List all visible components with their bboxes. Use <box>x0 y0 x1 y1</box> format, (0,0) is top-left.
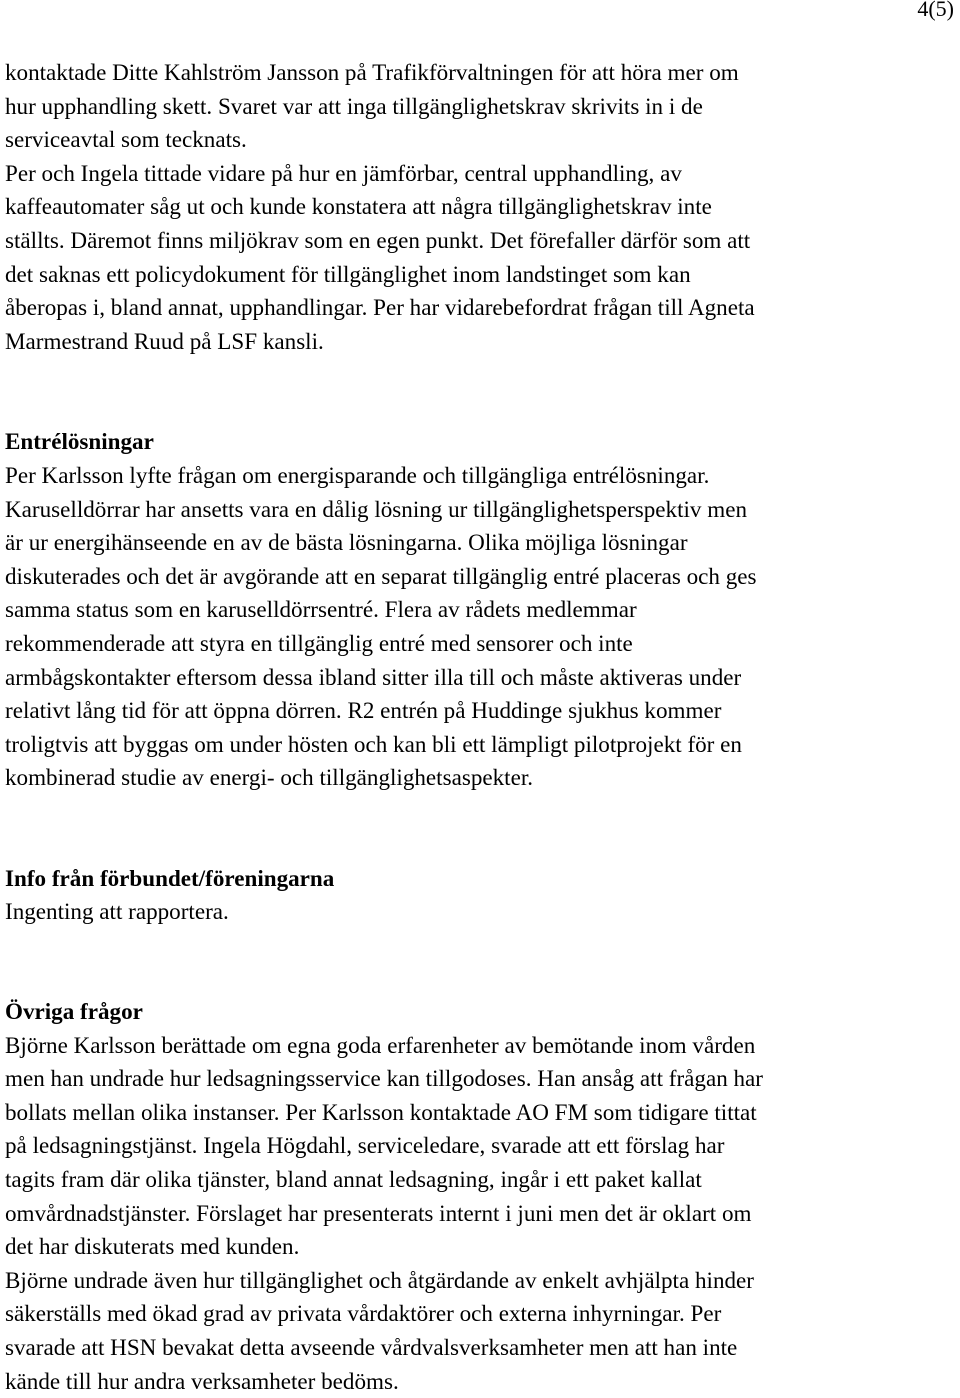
paragraph-line: relativt lång tid för att öppna dörren. R2 entrén på Huddinge sjukhus kommer <box>5 697 722 724</box>
paragraph-line: är ur energihänseende en av de bästa lösningarna. Olika möjliga lösningar <box>5 529 688 556</box>
paragraph-line: kände till hur andra verksamheter bedöms. <box>5 1367 399 1394</box>
intro-paragraph <box>5 56 955 358</box>
section-heading: Entrélösningar <box>5 428 154 455</box>
paragraph-line: på ledsagningstjänst. Ingela Högdahl, serviceledare, svarade att ett förslag har <box>5 1132 725 1159</box>
paragraph-line: kombinerad studie av energi- och tillgänglighetsaspekter. <box>5 764 534 791</box>
paragraph-line: diskuterades och det är avgörande att en separat tillgänglig entré placeras och ges <box>5 562 757 589</box>
paragraph-line: kontaktade Ditte Kahlström Jansson på Trafikförvaltningen för att höra mer om <box>5 59 739 85</box>
paragraph-line: Per och Ingela tittade vidare på hur en jämförbar, central upphandling, av <box>5 159 682 186</box>
section-entrelosningar <box>5 425 955 795</box>
paragraph-line: åberopas i, bland annat, upphandlingar. Per har vidarebefordrat frågan till Agneta <box>5 294 755 321</box>
paragraph-line: men han undrade hur ledsagningsservice kan tillgodoses. Han ansåg att frågan har <box>5 1065 764 1092</box>
document-body <box>5 56 955 1398</box>
paragraph-line: tagits fram där olika tjänster, bland annat ledsagning, ingår i ett paket kallat <box>5 1166 702 1193</box>
paragraph-line: det saknas ett policydokument för tillgänglighet inom landstinget som kan <box>5 260 691 287</box>
paragraph-line: Per Karlsson lyfte frågan om energisparande och tillgängliga entrélösningar. <box>5 461 710 488</box>
paragraph-line: rekommenderade att styra en tillgänglig entré med sensorer och inte <box>5 629 633 656</box>
paragraph-line: armbågskontakter eftersom dessa ibland sitter illa till och måste aktiveras under <box>5 663 742 690</box>
paragraph-line: troligtvis att byggas om under hösten och kan bli ett lämpligt pilotprojekt för en <box>5 730 742 757</box>
paragraph-line: Marmestrand Ruud på LSF kansli. <box>5 327 324 354</box>
paragraph-line: ställts. Däremot finns miljökrav som en egen punkt. Det förefaller därför som att <box>5 226 751 253</box>
section-heading: Övriga frågor <box>5 998 143 1025</box>
paragraph-line: Björne Karlsson berättade om egna goda erfarenheter av bemötande inom vården <box>5 1031 756 1058</box>
page-number: 4(5) <box>917 0 954 21</box>
section-heading: Info från förbundet/föreningarna <box>5 864 335 891</box>
paragraph-line: samma status som en karuselldörrsentré. Flera av rådets medlemmar <box>5 596 637 623</box>
paragraph-line: omvårdnadstjänster. Förslaget har presenterats internt i juni men det är oklart om <box>5 1199 752 1226</box>
paragraph-line: serviceavtal som tecknats. <box>5 126 247 153</box>
paragraph-line: svarade att HSN bevakat detta avseende vårdvalsverksamheter men att han inte <box>5 1334 738 1360</box>
section-info-forbundet <box>5 862 955 929</box>
paragraph-line: Ingenting att rapportera. <box>5 898 229 925</box>
paragraph-line: Karuselldörrar har ansetts vara en dålig lösning ur tillgänglighetsperspektiv men <box>5 495 747 522</box>
section-ovriga-fragor <box>5 995 955 1398</box>
paragraph-line: kaffeautomater såg ut och kunde konstatera att några tillgänglighetskrav inte <box>5 193 712 220</box>
paragraph-line: Björne undrade även hur tillgänglighet och åtgärdande av enkelt avhjälpta hinder <box>5 1266 754 1293</box>
paragraph-line: bollats mellan olika instanser. Per Karlsson kontaktade AO FM som tidigare tittat <box>5 1098 757 1125</box>
paragraph-line: säkerställs med ökad grad av privata vårdaktörer och externa inhyrningar. Per <box>5 1300 722 1327</box>
paragraph-line: det har diskuterats med kunden. <box>5 1233 300 1260</box>
paragraph-line: hur upphandling skett. Svaret var att inga tillgänglighetskrav skrivits in i de <box>5 92 703 119</box>
